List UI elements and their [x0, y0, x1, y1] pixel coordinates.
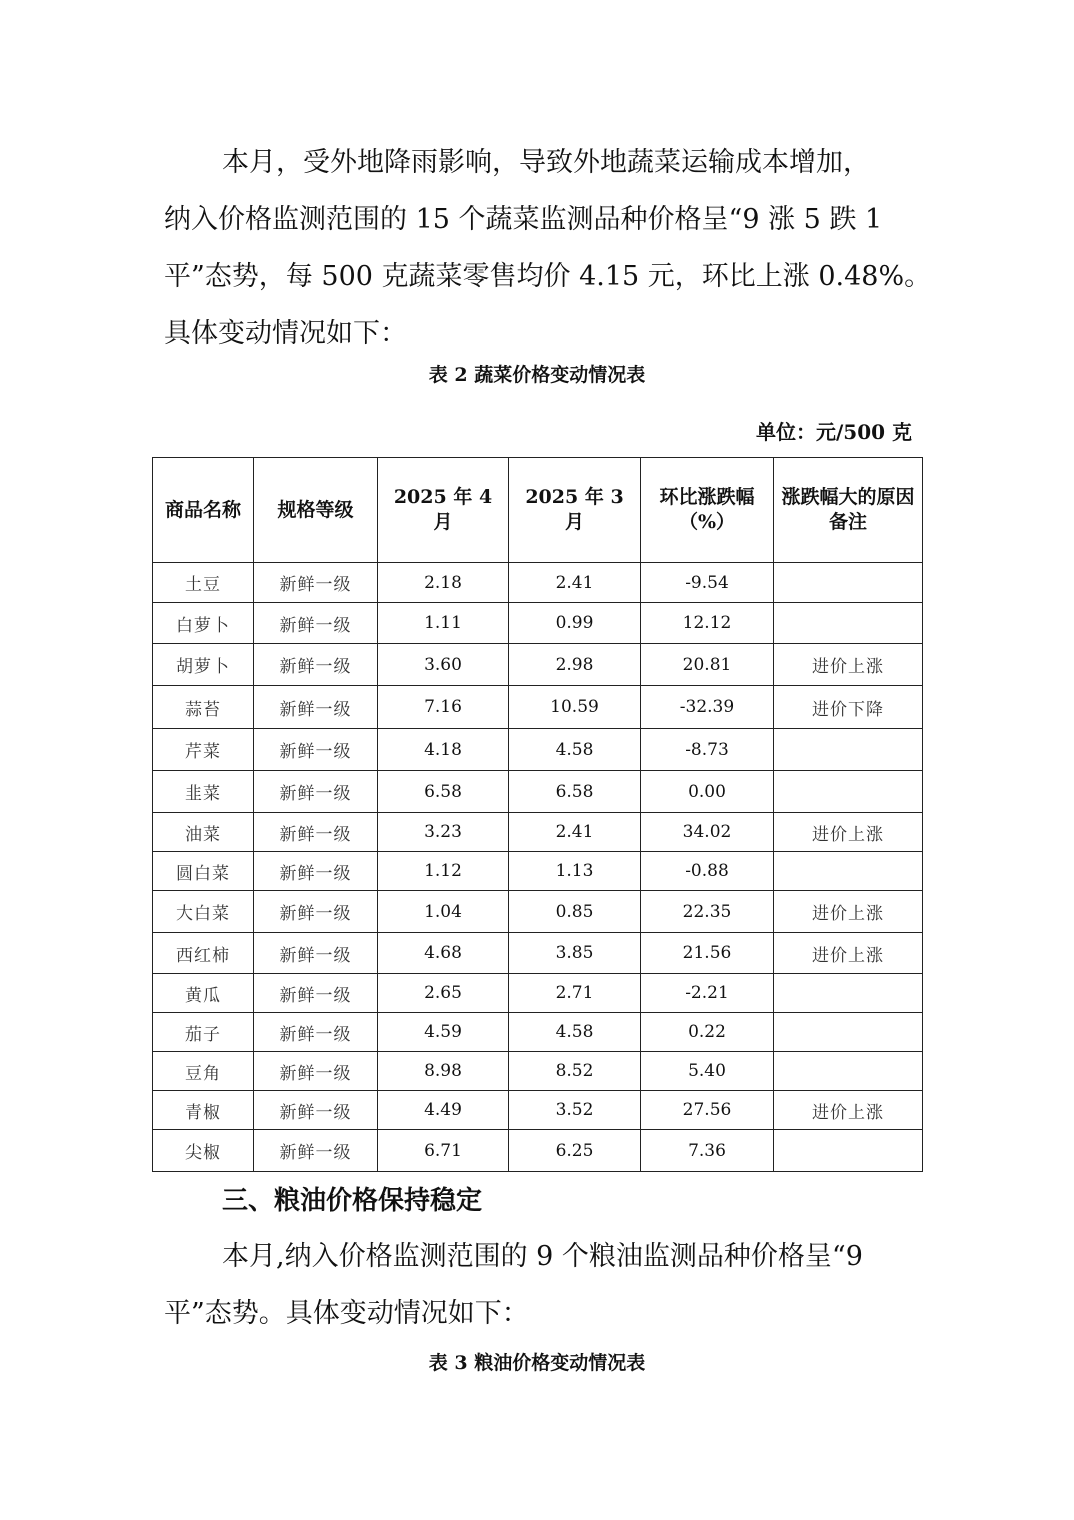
- cell-name: 油菜: [153, 813, 254, 852]
- cell-apr: 4.59: [378, 1013, 509, 1052]
- cell-apr: 3.60: [378, 644, 509, 686]
- cell-mar: 2.41: [509, 563, 641, 603]
- cell-mar: 6.58: [509, 771, 641, 813]
- cell-change: -2.21: [641, 974, 774, 1013]
- cell-mar: 10.59: [509, 686, 641, 729]
- cell-apr: 1.04: [378, 891, 509, 933]
- cell-apr: 1.12: [378, 852, 509, 891]
- table-row: [153, 1013, 923, 1052]
- cell-apr: 8.98: [378, 1052, 509, 1091]
- cell-grade: 新鲜一级: [254, 1091, 378, 1130]
- cell-change: 34.02: [641, 813, 774, 852]
- intro-line: 纳入价格监测范围的 15 个蔬菜监测品种价格呈“9 涨 5 跌 1: [164, 204, 883, 235]
- cell-name: 茄子: [153, 1013, 254, 1052]
- cell-note: [774, 1052, 923, 1091]
- cell-note: [774, 563, 923, 603]
- cell-change: -32.39: [641, 686, 774, 729]
- table-row: [153, 813, 923, 852]
- cell-name: 白萝卜: [153, 603, 254, 644]
- table-row: [153, 974, 923, 1013]
- cell-grade: 新鲜一级: [254, 974, 378, 1013]
- cell-apr: 6.71: [378, 1130, 509, 1172]
- cell-note: [774, 974, 923, 1013]
- cell-grade: 新鲜一级: [254, 686, 378, 729]
- cell-mar: 8.52: [509, 1052, 641, 1091]
- cell-change: 0.00: [641, 771, 774, 813]
- cell-mar: 2.41: [509, 813, 641, 852]
- table-row: [153, 729, 923, 771]
- cell-note: 进价上涨: [774, 933, 923, 974]
- cell-grade: 新鲜一级: [254, 1130, 378, 1172]
- cell-note: 进价下降: [774, 686, 923, 729]
- cell-apr: 7.16: [378, 686, 509, 729]
- cell-change: -9.54: [641, 563, 774, 603]
- cell-grade: 新鲜一级: [254, 603, 378, 644]
- table-row: [153, 1052, 923, 1091]
- cell-name: 韭菜: [153, 771, 254, 813]
- cell-name: 芹菜: [153, 729, 254, 771]
- cell-apr: 4.68: [378, 933, 509, 974]
- section3-line: 平”态势。具体变动情况如下：: [164, 1298, 529, 1329]
- cell-mar: 2.98: [509, 644, 641, 686]
- header-name: 商品名称: [153, 458, 254, 563]
- cell-name: 尖椒: [153, 1130, 254, 1172]
- cell-note: [774, 1130, 923, 1172]
- cell-note: [774, 729, 923, 771]
- cell-change: 20.81: [641, 644, 774, 686]
- cell-apr: 4.49: [378, 1091, 509, 1130]
- cell-note: 进价上涨: [774, 644, 923, 686]
- cell-note: 进价上涨: [774, 891, 923, 933]
- cell-grade: 新鲜一级: [254, 852, 378, 891]
- cell-apr: 3.23: [378, 813, 509, 852]
- table2-caption: 表 2 蔬菜价格变动情况表: [428, 364, 646, 386]
- cell-change: 21.56: [641, 933, 774, 974]
- cell-change: 0.22: [641, 1013, 774, 1052]
- cell-change: 7.36: [641, 1130, 774, 1172]
- header-mar: 2025 年 3 月: [509, 458, 641, 563]
- cell-name: 土豆: [153, 563, 254, 603]
- cell-name: 黄瓜: [153, 974, 254, 1013]
- header-change: 环比涨跌幅（%）: [641, 458, 774, 563]
- cell-name: 豆角: [153, 1052, 254, 1091]
- cell-name: 西红柿: [153, 933, 254, 974]
- header-apr: 2025 年 4 月: [378, 458, 509, 563]
- cell-mar: 0.85: [509, 891, 641, 933]
- cell-grade: 新鲜一级: [254, 933, 378, 974]
- table-row: [153, 603, 923, 644]
- cell-note: [774, 771, 923, 813]
- cell-name: 大白菜: [153, 891, 254, 933]
- cell-change: -8.73: [641, 729, 774, 771]
- table-row: [153, 1130, 923, 1172]
- table-header-row: [153, 458, 923, 563]
- section3-line: 本月,纳入价格监测范围的 9 个粮油监测品种价格呈“9: [222, 1241, 863, 1272]
- cell-mar: 3.52: [509, 1091, 641, 1130]
- section3-heading: 三、粮油价格保持稳定: [222, 1186, 483, 1216]
- intro-paragraph: [164, 134, 932, 362]
- table-row: [153, 891, 923, 933]
- cell-mar: 6.25: [509, 1130, 641, 1172]
- cell-grade: 新鲜一级: [254, 813, 378, 852]
- cell-change: 22.35: [641, 891, 774, 933]
- cell-name: 蒜苔: [153, 686, 254, 729]
- cell-note: [774, 852, 923, 891]
- cell-note: [774, 1013, 923, 1052]
- table-row: [153, 1091, 923, 1130]
- cell-grade: 新鲜一级: [254, 1013, 378, 1052]
- table2-unit: 单位：元/500 克: [755, 420, 912, 444]
- header-note: 涨跌幅大的原因备注: [774, 458, 923, 563]
- cell-change: 12.12: [641, 603, 774, 644]
- intro-line: 本月，受外地降雨影响，导致外地蔬菜运输成本增加，: [222, 147, 870, 178]
- cell-name: 青椒: [153, 1091, 254, 1130]
- cell-change: 27.56: [641, 1091, 774, 1130]
- cell-grade: 新鲜一级: [254, 563, 378, 603]
- cell-grade: 新鲜一级: [254, 771, 378, 813]
- cell-name: 圆白菜: [153, 852, 254, 891]
- table-row: [153, 771, 923, 813]
- cell-mar: 2.71: [509, 974, 641, 1013]
- table-row: [153, 852, 923, 891]
- cell-grade: 新鲜一级: [254, 644, 378, 686]
- cell-mar: 1.13: [509, 852, 641, 891]
- cell-grade: 新鲜一级: [254, 729, 378, 771]
- cell-name: 胡萝卜: [153, 644, 254, 686]
- cell-grade: 新鲜一级: [254, 891, 378, 933]
- cell-apr: 1.11: [378, 603, 509, 644]
- vegetable-price-table: [152, 457, 923, 1172]
- cell-note: [774, 603, 923, 644]
- intro-line: 具体变动情况如下：: [164, 318, 407, 349]
- header-grade: 规格等级: [254, 458, 378, 563]
- table-row: [153, 563, 923, 603]
- cell-change: 5.40: [641, 1052, 774, 1091]
- table-row: [153, 644, 923, 686]
- table-row: [153, 686, 923, 729]
- intro-line: 平”态势，每 500 克蔬菜零售均价 4.15 元，环比上涨 0.48%。: [164, 261, 932, 292]
- table3-caption: 表 3 粮油价格变动情况表: [428, 1352, 646, 1374]
- cell-apr: 6.58: [378, 771, 509, 813]
- cell-mar: 4.58: [509, 729, 641, 771]
- cell-apr: 4.18: [378, 729, 509, 771]
- cell-change: -0.88: [641, 852, 774, 891]
- cell-apr: 2.65: [378, 974, 509, 1013]
- table-body: [153, 563, 923, 1172]
- cell-grade: 新鲜一级: [254, 1052, 378, 1091]
- cell-note: 进价上涨: [774, 1091, 923, 1130]
- cell-mar: 0.99: [509, 603, 641, 644]
- cell-mar: 4.58: [509, 1013, 641, 1052]
- cell-note: 进价上涨: [774, 813, 923, 852]
- table-row: [153, 933, 923, 974]
- cell-mar: 3.85: [509, 933, 641, 974]
- section3-paragraph: [164, 1228, 914, 1342]
- cell-apr: 2.18: [378, 563, 509, 603]
